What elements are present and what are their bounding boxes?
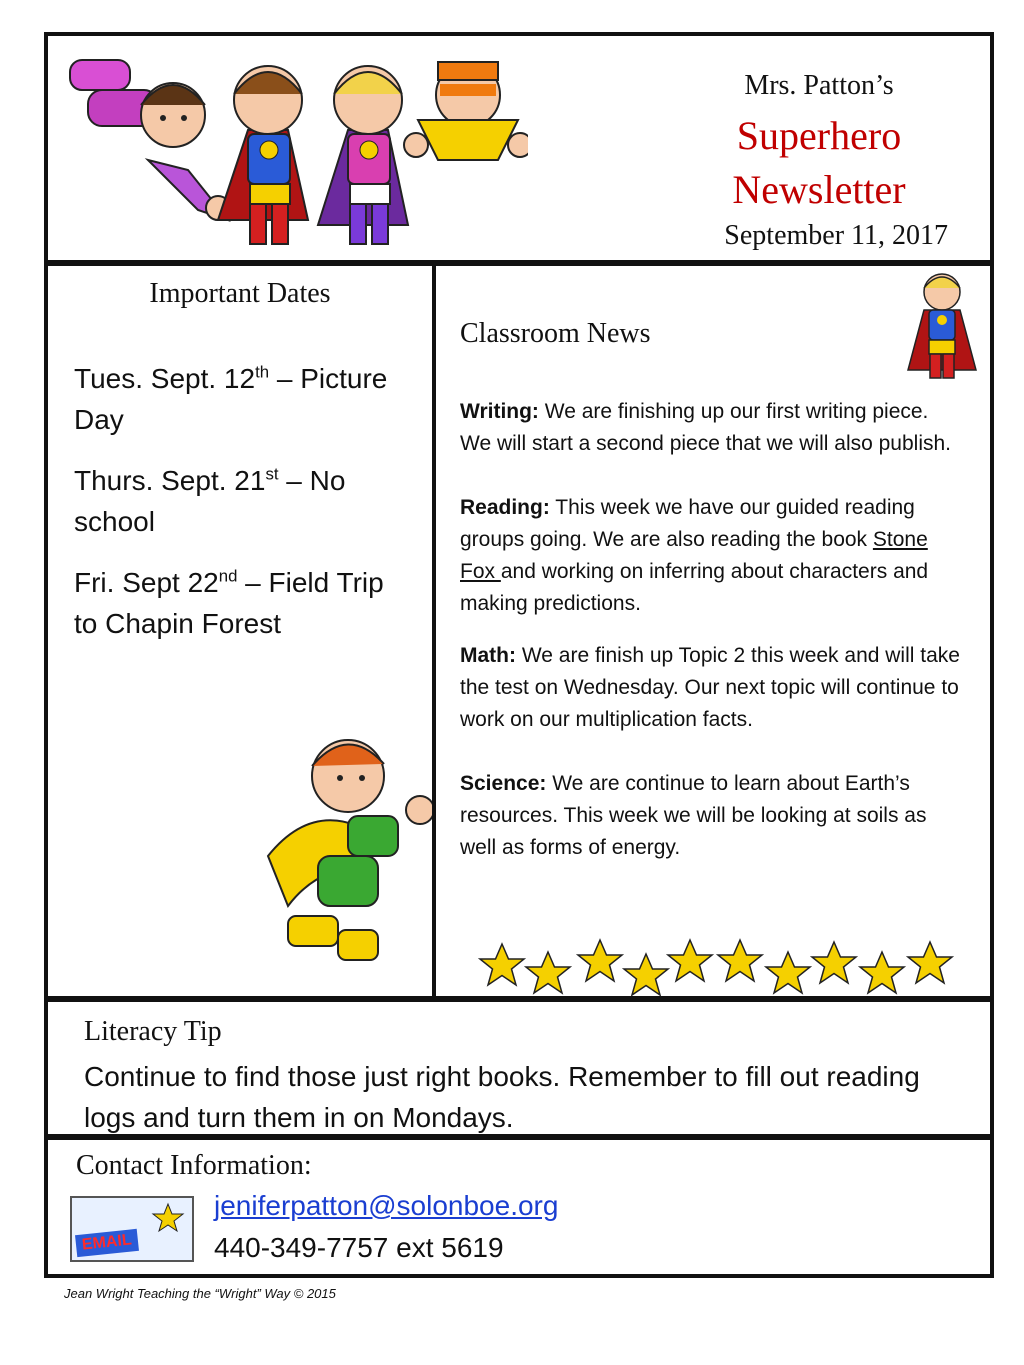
email-badge-text: EMAIL — [75, 1229, 139, 1257]
book-title: Stone Fox — [460, 528, 928, 583]
date-item: Fri. Sept 22nd – Field Trip to Chapin Forest — [74, 566, 384, 639]
caped-girl-figure — [318, 66, 408, 244]
star-icon — [526, 952, 570, 993]
flying-boy-illustration — [248, 716, 438, 986]
star-icon — [812, 942, 856, 983]
star-icon — [860, 952, 904, 993]
classroom-news-heading: Classroom News — [460, 318, 651, 349]
contact-heading: Contact Information: — [76, 1150, 312, 1181]
teacher-name: Mrs. Patton’s — [744, 70, 894, 101]
literacy-tip-panel — [44, 998, 994, 1138]
star-icon — [718, 940, 762, 981]
star-icon — [908, 942, 952, 983]
star-icon — [578, 940, 622, 981]
star-icon — [480, 944, 524, 985]
superhero-kids-illustration — [58, 50, 528, 262]
star-icon — [766, 952, 810, 993]
star-icon — [624, 954, 668, 995]
important-dates-panel — [44, 262, 436, 1000]
star-row-decoration — [476, 936, 956, 998]
important-dates-heading: Important Dates — [149, 278, 331, 309]
star-icon — [668, 940, 712, 981]
news-science: Science: We are continue to learn about Earth’s resources. This week we will be looking at soils as well as forms of energy. — [460, 772, 927, 859]
classroom-news-panel — [432, 262, 994, 1000]
news-sections — [460, 396, 960, 896]
important-dates-list — [74, 358, 404, 664]
phone-number: 440-349-7757 ext 5619 — [214, 1232, 504, 1263]
contact-panel — [44, 1136, 994, 1278]
literacy-tip-text: Continue to find those just right books. Remember to fill out reading logs and turn them in on Mondays. — [84, 1061, 920, 1133]
newsletter-date: September 11, 2017 — [724, 220, 948, 251]
date-item: Thurs. Sept. 21st – No school — [74, 464, 346, 537]
newsletter-title-line2: Newsletter — [732, 167, 906, 212]
email-link[interactable]: jeniferpatton@solonboe.org — [214, 1190, 559, 1221]
email-icon — [70, 1196, 194, 1262]
news-math: Math: We are finish up Topic 2 this week and will take the test on Wednesday. Our next topic will continue to work on our multiplication facts. — [460, 644, 960, 731]
small-superhero-illustration — [902, 270, 982, 382]
news-reading: Reading: This week we have our guided reading groups going. We are also reading the book Stone Fox and working on inferring about characters and making predictions. — [460, 496, 929, 615]
flying-girl-figure — [70, 60, 230, 220]
literacy-tip-heading: Literacy Tip — [84, 1016, 222, 1047]
news-writing: Writing: We are finishing up our first writing piece. We will start a second piece that we will also publish. — [460, 400, 952, 455]
caped-boy-figure — [218, 66, 308, 244]
newsletter-title-line1: Superhero — [736, 113, 902, 158]
footer-credit: Jean Wright Teaching the “Wright” Way © 2015 — [64, 1286, 336, 1301]
masked-kid-figure — [404, 62, 528, 160]
date-item: Tues. Sept. 12th – Picture Day — [74, 362, 388, 435]
newsletter-header — [44, 32, 994, 264]
